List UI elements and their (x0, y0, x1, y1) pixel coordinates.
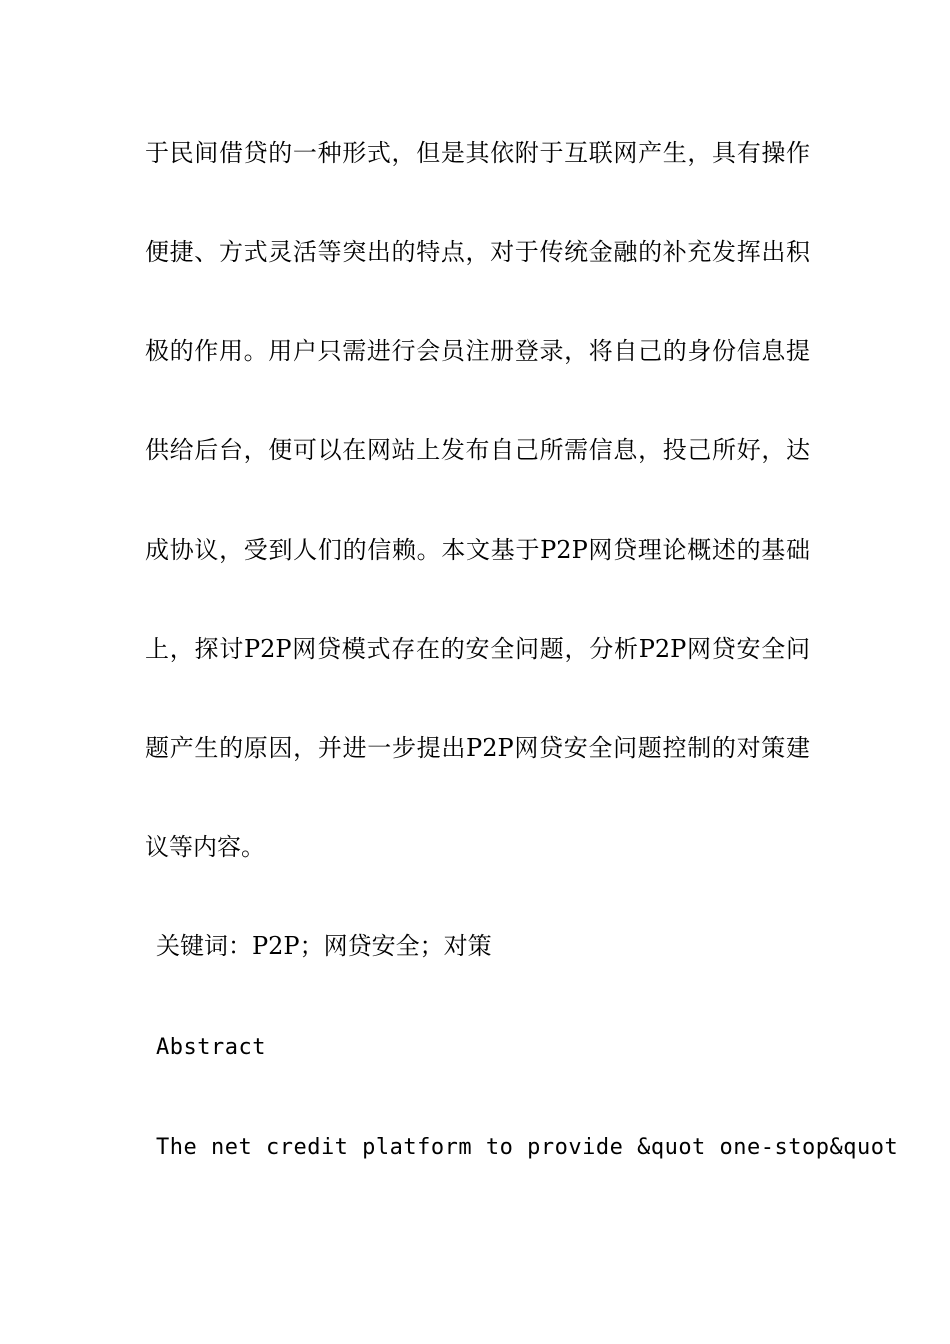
body-line-3: 极的作用。用户只需进行会员注册登录，将自己的身份信息提 (145, 337, 810, 365)
abstract-first-line: The net credit platform to provide &quot one-stop&quot (156, 1135, 899, 1160)
body-line-4: 供给后台，便可以在网站上发布自己所需信息，投己所好，达 (145, 436, 810, 464)
body-line-6: 上，探讨P2P网贷模式存在的安全问题，分析P2P网贷安全问 (145, 635, 810, 663)
body-line-2: 便捷、方式灵活等突出的特点，对于传统金融的补充发挥出积 (145, 238, 810, 266)
body-line-1: 于民间借贷的一种形式，但是其依附于互联网产生，具有操作 (145, 139, 810, 167)
body-line-7: 题产生的原因，并进一步提出P2P网贷安全问题控制的对策建 (145, 734, 810, 762)
body-line-8: 议等内容。 (145, 833, 265, 861)
abstract-heading: Abstract (156, 1035, 266, 1060)
keywords-line: 关键词：P2P；网贷安全；对策 (156, 932, 492, 960)
body-line-5: 成协议，受到人们的信赖。本文基于P2P网贷理论概述的基础 (145, 536, 810, 564)
